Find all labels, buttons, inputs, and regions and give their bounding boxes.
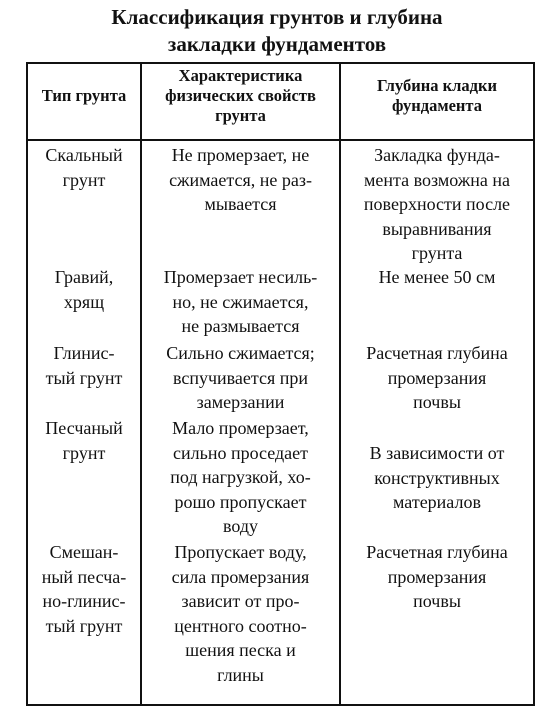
cell-line: но, не сжимается, <box>172 291 309 312</box>
cell-properties <box>142 416 339 539</box>
cell-line: Мало промерзает, <box>172 418 309 438</box>
cell-line: выравнивания <box>382 218 492 239</box>
cell-soil-type <box>28 540 140 638</box>
cell-line: Сильно сжимается; <box>166 343 315 363</box>
cell-line: Глинис- <box>53 343 115 363</box>
header-line: грунта <box>215 106 266 125</box>
cell-depth <box>341 540 533 614</box>
cell-line: тый грунт <box>45 367 123 388</box>
cell-line: Закладка фунда- <box>374 145 500 165</box>
cell-line: Промерзает несиль- <box>163 267 318 287</box>
cell-line: грунт <box>62 442 106 463</box>
cell-depth <box>341 341 533 415</box>
cell-line: ный песча- <box>41 566 127 587</box>
cell-line: сильно проседает <box>173 442 308 463</box>
cell-line: промерзания <box>387 367 487 388</box>
cell-soil-type <box>28 416 140 465</box>
cell-line: грунта <box>411 243 463 263</box>
cell-line: шения песка и <box>185 640 296 660</box>
cell-line: сила промерзания <box>171 566 310 587</box>
cell-line: Песчаный <box>45 418 123 438</box>
header-line: Характеристика <box>178 66 303 85</box>
header-bottom-rule <box>26 139 535 141</box>
cell-line: сжимается, не раз- <box>169 169 312 190</box>
cell-line: промерзания <box>387 566 487 587</box>
cell-properties <box>142 540 339 687</box>
cell-line: центного соотно- <box>174 615 307 636</box>
header-line: физических свойств <box>165 86 316 105</box>
header-line: фундамента <box>392 96 482 115</box>
cell-line: Расчетная глубина <box>366 343 508 363</box>
header-soil-type <box>28 86 140 106</box>
cell-line: тый грунт <box>45 615 123 636</box>
cell-line: глины <box>217 664 264 685</box>
cell-line: Не менее 50 см <box>378 267 496 287</box>
cell-line: вспучивается при <box>172 367 309 388</box>
header-properties <box>142 66 339 126</box>
cell-line: под нагрузкой, хо- <box>170 467 311 487</box>
cell-line: не размывается <box>181 316 300 336</box>
cell-depth <box>341 265 533 290</box>
cell-line: поверхности после <box>363 194 511 214</box>
cell-depth <box>341 441 533 515</box>
header-line: Тип грунта <box>41 86 127 105</box>
cell-line: почвы <box>413 392 461 412</box>
cell-line: хрящ <box>63 291 105 312</box>
cell-line: В зависимости от <box>369 443 505 463</box>
cell-line: грунт <box>62 169 106 190</box>
cell-line: материалов <box>393 492 481 512</box>
header-depth <box>341 76 533 116</box>
cell-line: мывается <box>204 194 277 214</box>
cell-line: замерзании <box>196 392 285 412</box>
table-bottom-rule <box>26 704 535 706</box>
cell-line: рошо пропускает <box>174 491 307 512</box>
cell-line: мента возможна на <box>364 169 510 190</box>
cell-line: Гравий, <box>54 267 114 287</box>
cell-depth <box>341 143 533 266</box>
cell-soil-type <box>28 143 140 192</box>
cell-line: зависит от про- <box>181 591 300 611</box>
table-top-rule <box>26 62 535 64</box>
cell-properties <box>142 341 339 415</box>
cell-line: Смешан- <box>49 542 119 562</box>
table-title-line-2: закладки фундаментов <box>167 32 387 56</box>
cell-soil-type <box>28 265 140 314</box>
cell-line: конструктивных <box>374 467 500 488</box>
cell-properties <box>142 143 339 217</box>
column-rule-3 <box>533 62 535 706</box>
cell-line: воду <box>222 516 258 536</box>
cell-line: Пропускает воду, <box>174 542 307 562</box>
header-line: Глубина кладки <box>377 76 497 95</box>
cell-line: Не промерзает, не <box>171 145 310 165</box>
cell-properties <box>142 265 339 339</box>
cell-line: Расчетная глубина <box>366 542 508 562</box>
cell-line: но-глинис- <box>42 591 126 611</box>
cell-line: Скальный <box>45 145 123 165</box>
cell-line: почвы <box>413 591 461 611</box>
table-title <box>0 4 554 58</box>
cell-soil-type <box>28 341 140 390</box>
table-title-line-1: Классификация грунтов и глубина <box>111 5 443 29</box>
